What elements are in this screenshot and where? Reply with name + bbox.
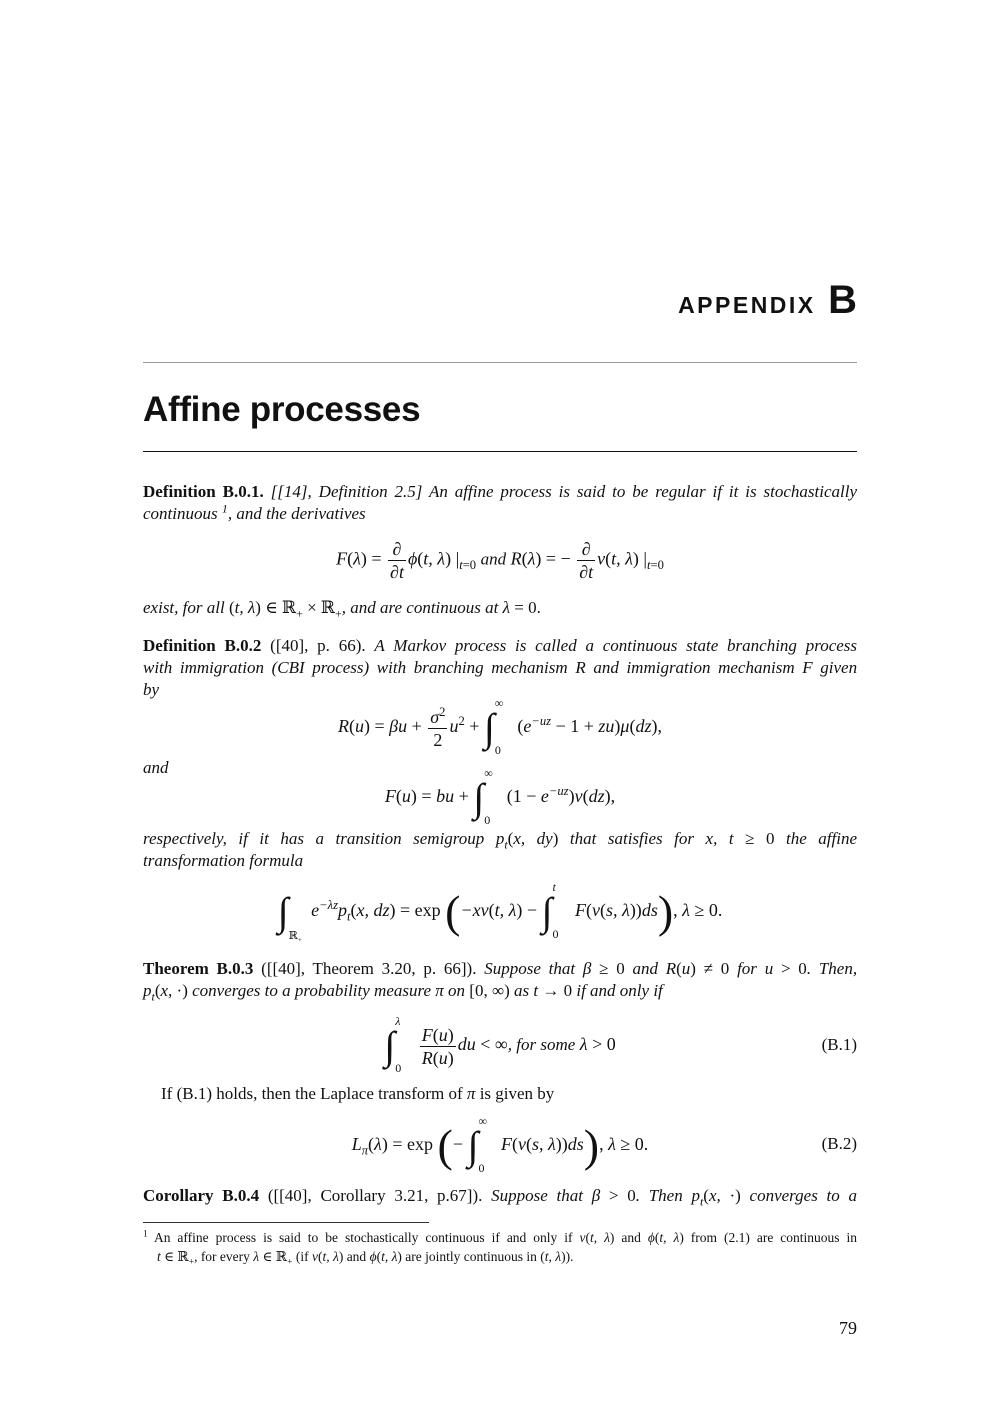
- appendix-letter: B: [828, 278, 857, 322]
- thm-ref: ([[40], Theorem 3.20, p. 66]).: [261, 959, 477, 978]
- chapter-title: Affine processes: [143, 390, 421, 429]
- thm-line1d: . Then,: [806, 959, 858, 978]
- thm-line1a: Suppose that: [484, 959, 576, 978]
- thm-after-b: is given by: [479, 1084, 555, 1103]
- def1-tail: exist, for all (t, λ) ∈ ℝ$_+$ × ℝ$_+$, and are continuous at λ = 0.: [143, 598, 541, 621]
- definition-b02: Definition B.0.2 ([40], p. 66). A Markov process is called a continuous state branching process with immigration (CBI process) with branching mechanism R and immigration mechanism F given by: [143, 636, 858, 699]
- title-rule: [143, 451, 857, 452]
- thm-label: Theorem B.0.3: [143, 959, 254, 978]
- appendix-heading: [678, 278, 857, 323]
- appendix-word: APPENDIX: [678, 292, 816, 318]
- footnote-line2c: and: [346, 1249, 367, 1264]
- footnote-line2e: ).: [565, 1249, 574, 1264]
- cor-text-a: Suppose that: [491, 1186, 583, 1205]
- def1-label: Definition B.0.1.: [143, 482, 264, 501]
- def1-text-a: [[14], Definition 2.5] An affine process is said to be regular if it is stochastically: [270, 482, 858, 501]
- equation-b1: ∫ λ 0 $\frac{F(u)}{R(u)}$ du < ∞, for some λ > 0: [384, 1014, 616, 1075]
- eq-and-word: and: [480, 549, 507, 569]
- def2-resp-b: that satisfies for: [569, 829, 695, 848]
- thm-line2a: converges to a probability measure: [192, 981, 432, 1000]
- laplace-intro: If (B.1) holds, then the Laplace transform of π is given by: [161, 1084, 555, 1103]
- cor-ref: ([[40], Corollary 3.21, p.67]).: [267, 1186, 483, 1205]
- theorem-b03: Theorem B.0.3 ([[40], Theorem 3.20, p. 66]). Suppose that β ≥ 0 and R(u) ≠ 0 for u > 0. Then, $p_t(x$, ·) converges to a probability measure π on [0, ∞) as t → 0 if and only if: [143, 959, 858, 1004]
- footnote-line1a: An affine process is said to be stochastically continuous if and only if: [153, 1230, 573, 1245]
- footnote-number: 1: [143, 1229, 148, 1240]
- def1-text-c: , and the derivatives: [227, 504, 366, 523]
- def2-and: and: [143, 758, 169, 777]
- def1-text-b: continuous: [143, 504, 218, 523]
- def2-line2c: given: [820, 658, 858, 677]
- eq1-text: , for some: [507, 1035, 576, 1055]
- corollary-b04: Corollary B.0.4 ([[40], Corollary 3.21, p.67]). Suppose that β > 0. Then $p_t(x$, ·) converges to a: [143, 1186, 858, 1209]
- thm-line2c: as: [514, 981, 530, 1000]
- footnote: $^1$ An affine process is said to be stochastically continuous if and only if v(t, λ) and ϕ(t, λ) from (2.1) are continuous in t ∈ ℝ$_+$, for every λ ∈ ℝ$_+$ (if v(t, λ) and ϕ(t, λ) are jointly continuous in (t, λ)).: [143, 1229, 857, 1268]
- thm-line1b: and: [632, 959, 658, 978]
- def2-resp-a: respectively, if it has a transition semigroup: [143, 829, 485, 848]
- cor-text-c: converges to a: [749, 1186, 858, 1205]
- def2-line2b: and immigration mechanism: [593, 658, 795, 677]
- equation-immigration: F(u) = bu + ∫ ∞ 0 $(1 - e^{-uz})\nu(dz)$,: [384, 766, 616, 827]
- footnote-mark: 1: [221, 501, 228, 516]
- def2-line2a: with immigration (CBI process) with branching mechanism: [143, 658, 568, 677]
- top-rule: [143, 362, 857, 363]
- equation-b2: $L_\pi(\lambda) = \exp$ (− ∫ ∞ 0 F(v(s, λ))ds), λ ≥ 0.: [351, 1114, 649, 1175]
- def1-after-a: exist, for all: [143, 598, 225, 617]
- def2-resp-c: the affine: [786, 829, 858, 848]
- footnote-line2d: are jointly continuous in: [405, 1249, 537, 1264]
- footnote-line1b: and: [621, 1230, 641, 1245]
- footnote-line1c: from (2.1) are continuous in: [690, 1230, 857, 1245]
- thm-after-a: If (B.1) holds, then the Laplace transform of: [161, 1084, 463, 1103]
- def2-line3: by: [143, 680, 160, 699]
- equation-branching: R(u) = βu + $\frac{\sigma^2}{2}$ $u^2$ + ∫ ∞ 0 $(e^{-uz} - 1 + zu)\mu(dz)$,: [338, 696, 662, 757]
- thm-line2b: on: [448, 981, 466, 1000]
- equation-affine-transform: ∫ ℝ$_+$ $e^{-\lambda z}p_t(x$, dz) = exp (−xv(t, λ) − ∫ t 0 F(v(s, λ))ds), λ ≥ 0.: [277, 880, 723, 945]
- equation-number-b2: (B.2): [821, 1134, 857, 1153]
- cor-label: Corollary B.0.4: [143, 1186, 260, 1205]
- thm-line2d: if and only if: [576, 981, 663, 1000]
- equation-derivatives: F(λ) = $\frac{\partial}{\partial t}$ ϕ(t, λ) $|_{t=0}$ and R(λ) = − $\frac{\partial}{\partial t}$ v(t, λ) $|_{t=0}$: [336, 539, 664, 582]
- def2-ref: ([40], p. 66).: [270, 636, 366, 655]
- footnote-line2a: , for every: [194, 1249, 250, 1264]
- cor-text-b: . Then: [635, 1186, 683, 1205]
- page-number: 79: [839, 1318, 857, 1338]
- equation-number-b1: (B.1): [821, 1035, 857, 1054]
- def2-label: Definition B.0.2: [143, 636, 262, 655]
- footnote-line2b: (if: [295, 1249, 309, 1264]
- footnote-rule: [143, 1222, 429, 1223]
- def2-respectively: respectively, if it has a transition semigroup $p_t(x$, dy) that satisfies for x, t ≥ 0 the affine transformation formula: [143, 829, 858, 870]
- thm-line1c: for: [737, 959, 757, 978]
- def2-resp-line2: transformation formula: [143, 851, 304, 870]
- definition-b01: [143, 481, 857, 525]
- def2-line1: A Markov process is called a continuous state branching process: [374, 636, 858, 655]
- def1-after-b: , and are continuous at: [341, 598, 499, 617]
